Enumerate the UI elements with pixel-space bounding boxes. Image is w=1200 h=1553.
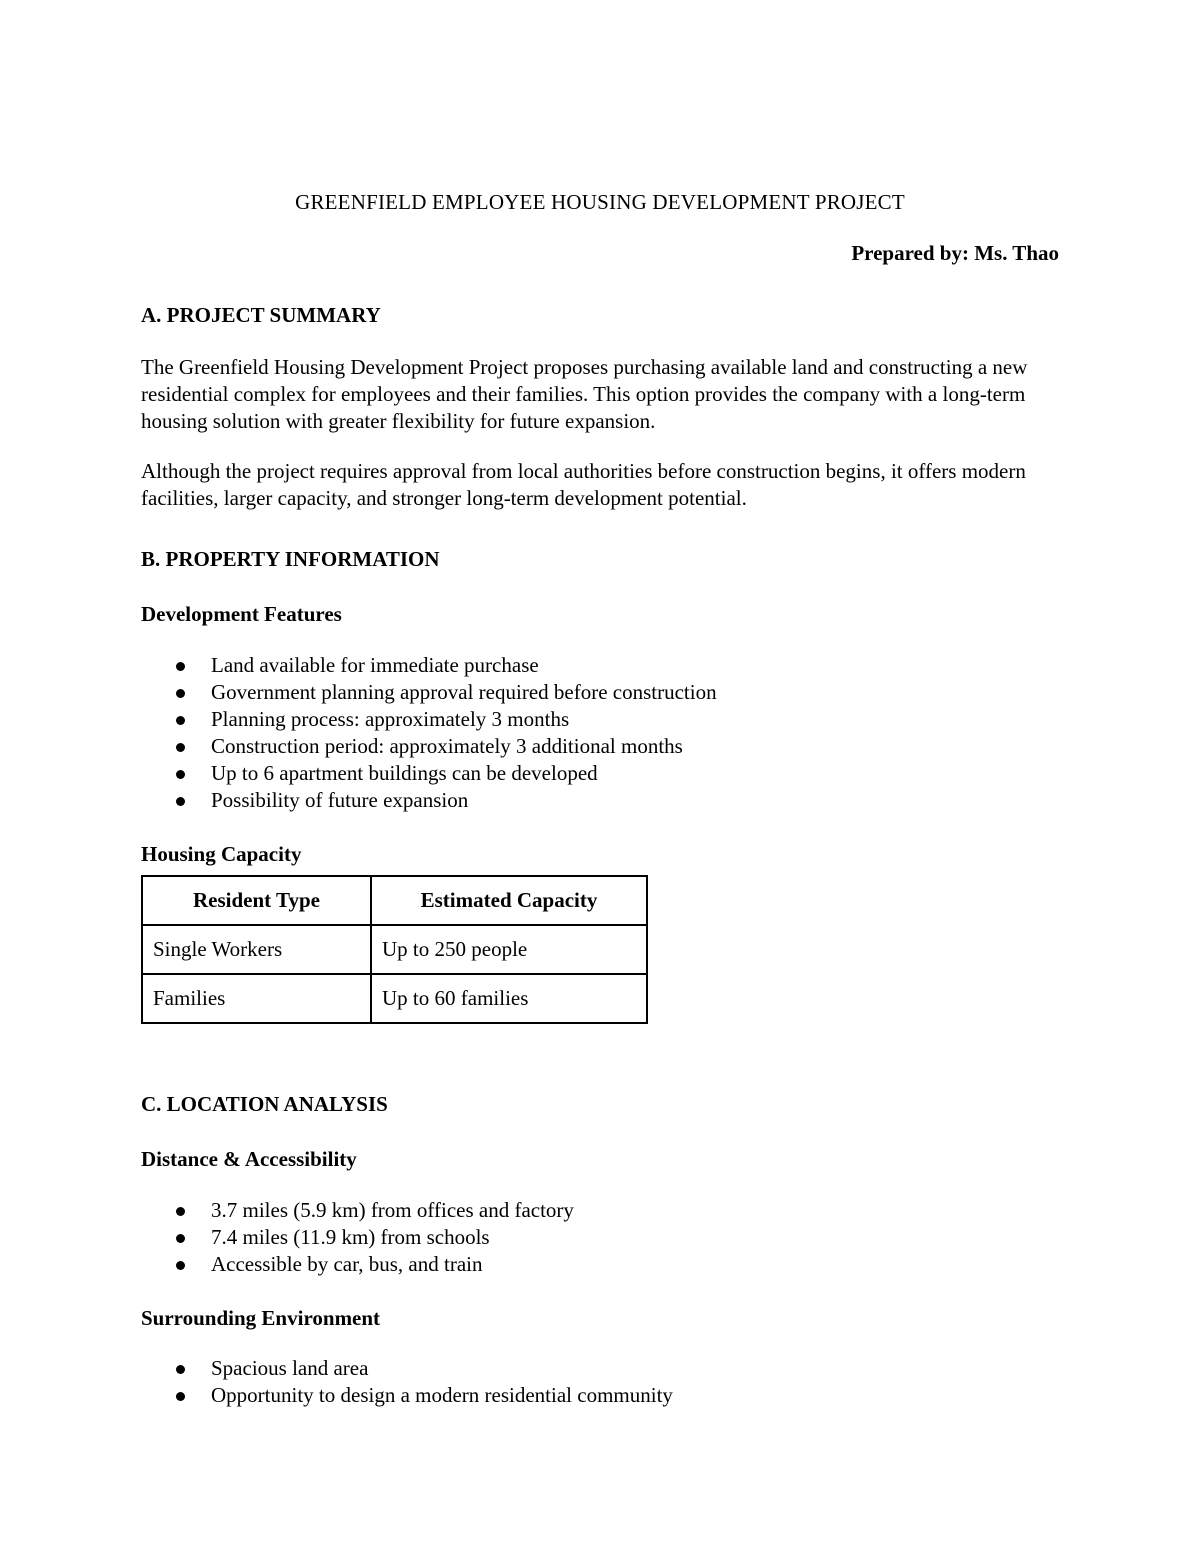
list-item-text: 3.7 miles (5.9 km) from offices and factory: [211, 1198, 574, 1222]
list-item-text: Planning process: approximately 3 months: [211, 707, 570, 731]
bullet-icon: [176, 662, 185, 671]
subheading-surrounding-environment: Surrounding Environment: [141, 1306, 381, 1330]
list-item-text: Spacious land area: [211, 1356, 369, 1380]
table-cell: Families: [142, 974, 371, 1023]
list-item-text: Opportunity to design a modern residential community: [211, 1383, 673, 1407]
bullet-icon: [176, 1234, 185, 1243]
table-header-row: [142, 876, 647, 925]
bullet-icon: [176, 1365, 185, 1374]
section-heading-project-summary: A. PROJECT SUMMARY: [141, 303, 381, 327]
bullet-icon: [176, 1207, 185, 1216]
list-item: [0, 652, 717, 679]
list-item-text: Up to 6 apartment buildings can be developed: [211, 761, 598, 785]
subheading-distance-accessibility: Distance & Accessibility: [141, 1147, 357, 1171]
table-row: [142, 974, 647, 1023]
bullet-icon: [176, 716, 185, 725]
list-item-text: 7.4 miles (11.9 km) from schools: [211, 1225, 490, 1249]
list-item-text: Accessible by car, bus, and train: [211, 1252, 483, 1276]
bullet-icon: [176, 689, 185, 698]
housing-capacity-table: [141, 875, 648, 1024]
list-item: [0, 679, 717, 706]
column-header-resident-type: Resident Type: [142, 876, 371, 925]
list-item: [0, 1197, 574, 1224]
column-header-estimated-capacity: Estimated Capacity: [371, 876, 647, 925]
section-heading-location-analysis: C. LOCATION ANALYSIS: [141, 1092, 388, 1116]
distance-accessibility-list: [0, 1197, 574, 1278]
list-item: [0, 733, 717, 760]
list-item-text: Construction period: approximately 3 additional months: [211, 734, 683, 758]
summary-paragraph-2: Although the project requires approval from local authorities before construction begins, it offers modern facilities, larger capacity, and stronger long-term development potential.: [141, 459, 1026, 510]
bullet-icon: [176, 1261, 185, 1270]
table-cell: Single Workers: [142, 925, 371, 974]
surrounding-environment-list: [0, 1355, 673, 1409]
bullet-icon: [176, 770, 185, 779]
summary-paragraph-1: The Greenfield Housing Development Project proposes purchasing available land and constructing a new residential complex for employees and their families. This option provides the company with a long-term housing solution with greater flexibility for future expansion.: [141, 355, 1028, 433]
list-item-text: Government planning approval required before construction: [211, 680, 717, 704]
list-item-text: Land available for immediate purchase: [211, 653, 539, 677]
development-features-list: [0, 652, 717, 814]
subheading-housing-capacity: Housing Capacity: [141, 842, 302, 866]
subheading-development-features: Development Features: [141, 602, 342, 626]
list-item-text: Possibility of future expansion: [211, 788, 469, 812]
table-cell: Up to 250 people: [371, 925, 647, 974]
list-item: [0, 1382, 673, 1409]
section-heading-property-information: B. PROPERTY INFORMATION: [141, 547, 440, 571]
list-item: [0, 1355, 673, 1382]
list-item: [0, 787, 717, 814]
list-item: [0, 706, 717, 733]
table-row: [142, 925, 647, 974]
prepared-by: Prepared by: Ms. Thao: [851, 241, 1059, 265]
bullet-icon: [176, 1392, 185, 1401]
bullet-icon: [176, 743, 185, 752]
table-cell: Up to 60 families: [371, 974, 647, 1023]
list-item: [0, 1224, 574, 1251]
document-title: GREENFIELD EMPLOYEE HOUSING DEVELOPMENT PROJECT: [295, 190, 905, 214]
bullet-icon: [176, 797, 185, 806]
list-item: [0, 760, 717, 787]
list-item: [0, 1251, 574, 1278]
